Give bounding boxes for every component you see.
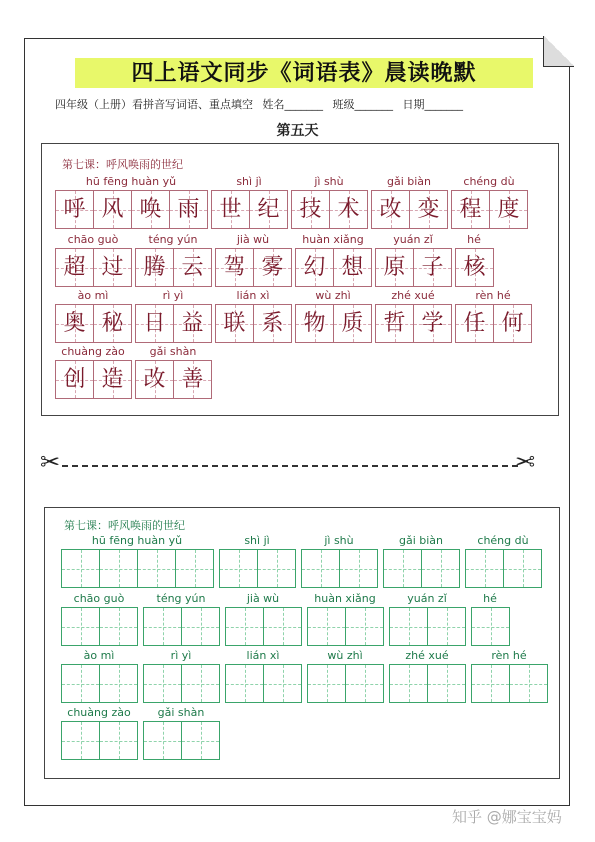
writing-box[interactable] bbox=[345, 607, 384, 646]
pinyin-label: ào mì bbox=[83, 649, 115, 662]
lesson-title-bottom: 第七课：呼风唤雨的世纪 bbox=[64, 519, 185, 532]
character-box bbox=[135, 304, 174, 343]
writing-box[interactable] bbox=[471, 664, 510, 703]
pinyin-label: huàn xiǎng bbox=[314, 592, 376, 605]
hanzi-character: 雾 bbox=[261, 255, 284, 280]
writing-box[interactable] bbox=[345, 664, 384, 703]
pinyin-label: wù zhì bbox=[315, 289, 351, 302]
character-box bbox=[93, 190, 132, 229]
hanzi-character: 改 bbox=[143, 367, 166, 392]
writing-box[interactable] bbox=[307, 607, 346, 646]
grade-subtitle: 四年级（上册）看拼音写词语、重点填空 bbox=[55, 98, 253, 111]
pinyin-label: hé bbox=[467, 233, 481, 246]
lesson-title-top: 第七课：呼风唤雨的世纪 bbox=[62, 158, 183, 171]
character-box bbox=[173, 304, 212, 343]
writing-box[interactable] bbox=[263, 607, 302, 646]
writing-box[interactable] bbox=[383, 549, 422, 588]
class-field: 班级_______ bbox=[332, 98, 393, 111]
pinyin-label: chuàng zào bbox=[67, 706, 131, 719]
hanzi-character: 质 bbox=[341, 311, 364, 336]
hanzi-character: 云 bbox=[181, 255, 204, 280]
hanzi-character: 风 bbox=[101, 197, 124, 222]
pinyin-label: shì jì bbox=[236, 175, 262, 188]
pinyin-label: zhé xué bbox=[405, 649, 449, 662]
writing-box[interactable] bbox=[137, 549, 176, 588]
pinyin-label: téng yún bbox=[148, 233, 198, 246]
pinyin-label: huàn xiǎng bbox=[302, 233, 364, 246]
character-box bbox=[455, 248, 494, 287]
hanzi-character: 改 bbox=[379, 197, 402, 222]
pinyin-label: ào mì bbox=[77, 289, 109, 302]
hanzi-character: 过 bbox=[101, 255, 124, 280]
hanzi-character: 子 bbox=[421, 255, 444, 280]
character-box bbox=[215, 248, 254, 287]
character-box bbox=[295, 248, 334, 287]
hanzi-character: 驾 bbox=[223, 255, 246, 280]
pinyin-label: wù zhì bbox=[327, 649, 363, 662]
hanzi-character: 世 bbox=[219, 197, 242, 222]
character-box bbox=[409, 190, 448, 229]
character-box bbox=[173, 360, 212, 399]
pinyin-label: chuàng zào bbox=[61, 345, 125, 358]
hanzi-character: 原 bbox=[383, 255, 406, 280]
writing-box[interactable] bbox=[219, 549, 258, 588]
character-box bbox=[55, 304, 94, 343]
pinyin-label: jià wù bbox=[246, 592, 280, 605]
character-box bbox=[55, 360, 94, 399]
hanzi-character: 创 bbox=[63, 367, 86, 392]
pinyin-label: jì shù bbox=[324, 534, 354, 547]
pinyin-label: téng yún bbox=[156, 592, 206, 605]
hanzi-character: 呼 bbox=[63, 197, 86, 222]
hanzi-character: 秘 bbox=[101, 311, 124, 336]
writing-box[interactable] bbox=[257, 549, 296, 588]
pinyin-label: yuán zǐ bbox=[393, 233, 433, 246]
character-box bbox=[55, 248, 94, 287]
character-box bbox=[295, 304, 334, 343]
hanzi-character: 哲 bbox=[383, 311, 406, 336]
character-box bbox=[253, 304, 292, 343]
pinyin-label: chāo guò bbox=[73, 592, 125, 605]
pinyin-label: gǎi biàn bbox=[386, 175, 432, 188]
character-box bbox=[211, 190, 250, 229]
character-box bbox=[371, 190, 410, 229]
character-box bbox=[375, 304, 414, 343]
writing-box[interactable] bbox=[471, 607, 510, 646]
hanzi-character: 任 bbox=[463, 311, 486, 336]
writing-box[interactable] bbox=[175, 549, 214, 588]
hanzi-character: 物 bbox=[303, 311, 326, 336]
pinyin-label: jià wù bbox=[236, 233, 270, 246]
writing-box[interactable] bbox=[389, 607, 428, 646]
character-box bbox=[93, 304, 132, 343]
watermark: 知乎 @娜宝宝妈 bbox=[452, 808, 562, 826]
character-box bbox=[375, 248, 414, 287]
hanzi-character: 日 bbox=[143, 311, 166, 336]
pinyin-label: zhé xué bbox=[391, 289, 435, 302]
character-box bbox=[215, 304, 254, 343]
name-field: 姓名_______ bbox=[262, 98, 323, 111]
pinyin-label: chāo guò bbox=[67, 233, 119, 246]
pinyin-label: lián xì bbox=[246, 649, 280, 662]
hanzi-character: 技 bbox=[299, 197, 322, 222]
hanzi-character: 超 bbox=[63, 255, 86, 280]
writing-box[interactable] bbox=[225, 607, 264, 646]
pinyin-label: chéng dù bbox=[477, 534, 529, 547]
writing-box[interactable] bbox=[225, 664, 264, 703]
hanzi-character: 何 bbox=[501, 311, 524, 336]
writing-box[interactable] bbox=[99, 721, 138, 760]
writing-box[interactable] bbox=[99, 549, 138, 588]
character-box bbox=[413, 248, 452, 287]
hanzi-character: 想 bbox=[341, 255, 364, 280]
scissors-icon: ✂ bbox=[515, 448, 536, 476]
pinyin-label: shì jì bbox=[244, 534, 270, 547]
character-box bbox=[93, 248, 132, 287]
pinyin-label: jì shù bbox=[314, 175, 344, 188]
writing-box[interactable] bbox=[181, 664, 220, 703]
scissors-icon: ✂ bbox=[40, 448, 61, 476]
pinyin-label: gǎi shàn bbox=[157, 706, 205, 719]
pinyin-label: rì yì bbox=[162, 289, 184, 302]
pinyin-label: hé bbox=[483, 592, 497, 605]
writing-box[interactable] bbox=[465, 549, 504, 588]
hanzi-character: 纪 bbox=[257, 197, 280, 222]
hanzi-character: 奥 bbox=[63, 311, 86, 336]
hanzi-character: 程 bbox=[459, 197, 482, 222]
hanzi-character: 雨 bbox=[177, 197, 200, 222]
pinyin-label: hū fēng huàn yǔ bbox=[91, 534, 183, 547]
hanzi-character: 益 bbox=[181, 311, 204, 336]
hanzi-character: 核 bbox=[463, 255, 486, 280]
character-box bbox=[451, 190, 490, 229]
character-box bbox=[131, 190, 170, 229]
character-box bbox=[291, 190, 330, 229]
character-box bbox=[489, 190, 528, 229]
writing-box[interactable] bbox=[307, 664, 346, 703]
page-fold-corner bbox=[543, 36, 574, 67]
writing-box[interactable] bbox=[143, 664, 182, 703]
character-box bbox=[93, 360, 132, 399]
writing-box[interactable] bbox=[427, 664, 466, 703]
character-box bbox=[135, 360, 174, 399]
character-box bbox=[55, 190, 94, 229]
writing-box[interactable] bbox=[99, 664, 138, 703]
writing-box[interactable] bbox=[61, 664, 100, 703]
page-title: 四上语文同步《词语表》晨读晚默 bbox=[131, 60, 477, 86]
writing-box[interactable] bbox=[143, 607, 182, 646]
character-box bbox=[333, 304, 372, 343]
writing-box[interactable] bbox=[61, 607, 100, 646]
character-box bbox=[455, 304, 494, 343]
writing-box[interactable] bbox=[181, 607, 220, 646]
writing-box[interactable] bbox=[421, 549, 460, 588]
hanzi-character: 度 bbox=[497, 197, 520, 222]
pinyin-label: lián xì bbox=[236, 289, 270, 302]
character-box bbox=[249, 190, 288, 229]
character-box bbox=[413, 304, 452, 343]
hanzi-character: 腾 bbox=[143, 255, 166, 280]
hanzi-character: 善 bbox=[181, 367, 204, 392]
writing-box[interactable] bbox=[61, 549, 100, 588]
character-box bbox=[135, 248, 174, 287]
writing-box[interactable] bbox=[503, 549, 542, 588]
character-box bbox=[493, 304, 532, 343]
pinyin-label: chéng dù bbox=[463, 175, 515, 188]
pinyin-label: hū fēng huàn yǔ bbox=[85, 175, 177, 188]
hanzi-character: 学 bbox=[421, 311, 444, 336]
hanzi-character: 变 bbox=[417, 197, 440, 222]
character-box bbox=[329, 190, 368, 229]
date-field: 日期_______ bbox=[402, 98, 463, 111]
writing-box[interactable] bbox=[389, 664, 428, 703]
pinyin-label: rèn hé bbox=[491, 649, 527, 662]
hanzi-character: 造 bbox=[101, 367, 124, 392]
character-box bbox=[173, 248, 212, 287]
hanzi-character: 唤 bbox=[139, 197, 162, 222]
pinyin-label: gǎi shàn bbox=[149, 345, 197, 358]
hanzi-character: 系 bbox=[261, 311, 284, 336]
pinyin-label: yuán zǐ bbox=[407, 592, 447, 605]
character-box bbox=[169, 190, 208, 229]
pinyin-label: gǎi biàn bbox=[398, 534, 444, 547]
header-info-line bbox=[55, 96, 555, 112]
writing-box[interactable] bbox=[143, 721, 182, 760]
pinyin-label: rì yì bbox=[170, 649, 192, 662]
writing-box[interactable] bbox=[99, 607, 138, 646]
hanzi-character: 术 bbox=[337, 197, 360, 222]
writing-box[interactable] bbox=[301, 549, 340, 588]
writing-box[interactable] bbox=[509, 664, 548, 703]
character-box bbox=[253, 248, 292, 287]
writing-box[interactable] bbox=[339, 549, 378, 588]
writing-box[interactable] bbox=[61, 721, 100, 760]
writing-box[interactable] bbox=[263, 664, 302, 703]
character-box bbox=[333, 248, 372, 287]
cut-line bbox=[62, 465, 518, 467]
writing-box[interactable] bbox=[181, 721, 220, 760]
pinyin-label: rèn hé bbox=[475, 289, 511, 302]
day-label: 第五天 bbox=[276, 123, 319, 139]
hanzi-character: 幻 bbox=[303, 255, 326, 280]
hanzi-character: 联 bbox=[223, 311, 246, 336]
writing-box[interactable] bbox=[427, 607, 466, 646]
